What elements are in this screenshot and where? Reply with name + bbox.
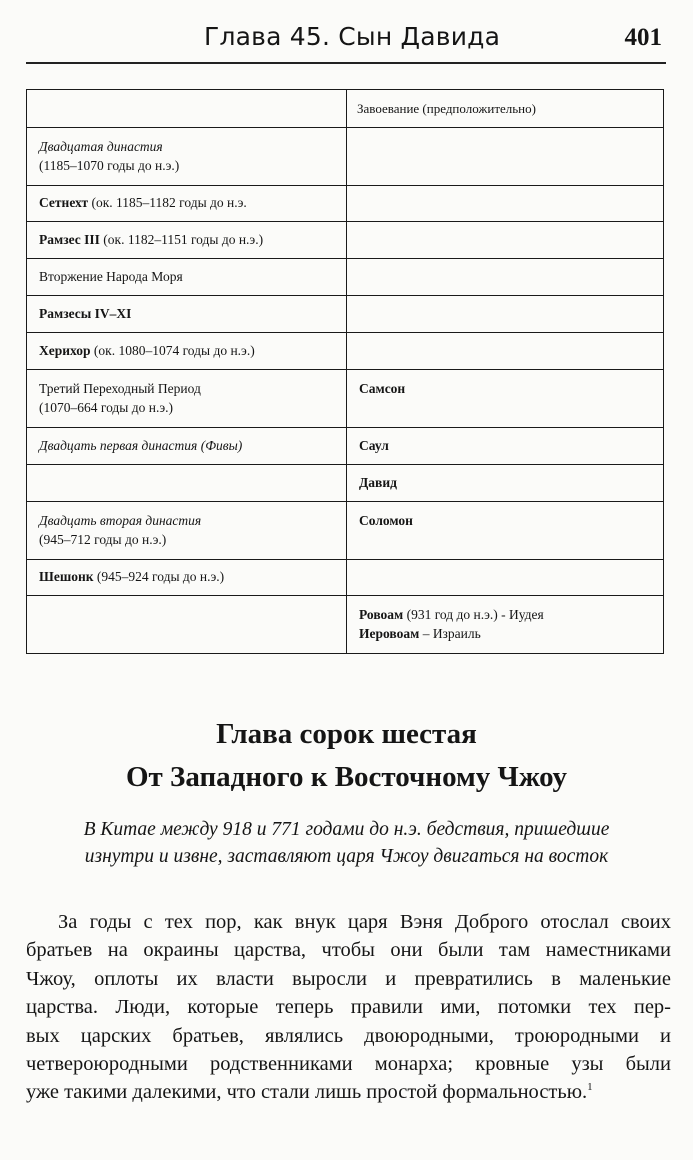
ruler-dates: (ок. 1185–1182 годы до н.э. — [88, 195, 247, 211]
chronology-table — [26, 89, 664, 654]
table-cell — [27, 296, 347, 333]
table-row — [27, 465, 664, 502]
table-cell — [27, 90, 347, 128]
ruler-name: Рамзес III — [39, 231, 100, 247]
table-cell — [27, 502, 347, 560]
dynasty-label: Двадцать первая династия (Фивы) — [39, 437, 243, 453]
running-header — [26, 22, 666, 64]
israel-ruler: Саул — [359, 437, 389, 453]
table-cell — [347, 296, 664, 333]
text-line: За годы с тех пор, как внук царя Вэня Доброго отослал своих — [58, 911, 671, 933]
date-range: (945–712 годы до н.э.) — [39, 531, 167, 547]
ruler-name: Херихор — [39, 342, 91, 358]
epigraph-line: В Китае между 918 и 771 годами до н.э. бедствия, пришедшие — [83, 819, 610, 840]
table-row — [27, 186, 664, 222]
ruler-dates: (ок. 1182–1151 годы до н.э.) — [99, 231, 264, 247]
table-cell — [347, 222, 664, 259]
text-line: царства. Люди, которые теперь правили ими, потомки тех пер- — [26, 996, 671, 1019]
date-range: (1070–664 годы до н.э.) — [39, 399, 174, 415]
table-cell — [347, 560, 664, 596]
table-cell — [347, 333, 664, 370]
table-cell — [27, 128, 347, 186]
text-line: Чжоу, оплоты их власти выросли и превратились в маленькие — [26, 967, 671, 990]
dynasty-label: Двадцать вторая династия — [39, 513, 202, 529]
table-cell — [347, 259, 664, 296]
ruler-name: Сетнехт — [39, 195, 89, 211]
table-cell — [347, 370, 664, 428]
table-cell — [347, 186, 664, 222]
ruler-dates: (945–924 годы до н.э.) — [93, 569, 225, 585]
text-line-content: уже такими далекими, что стали лишь простой формальностью. — [26, 1081, 588, 1104]
kingdom-note: (931 год до н.э.) - Иудея — [403, 607, 544, 623]
text-line: братьев на окраины царства, чтобы они были там наместниками — [26, 939, 671, 962]
israel-ruler: Соломон — [359, 513, 413, 528]
table-cell — [27, 370, 347, 428]
body-paragraph — [26, 908, 671, 1107]
table-column-header: Завоевание (предположительно) — [347, 90, 664, 128]
event-label: Вторжение Народа Моря — [39, 268, 183, 284]
table-cell — [347, 596, 664, 654]
table-row — [27, 222, 664, 259]
table-cell — [27, 428, 347, 465]
table-cell — [27, 222, 347, 259]
date-range: (1185–1070 годы до н.э.) — [39, 157, 180, 173]
epigraph-line: изнутри и извне, заставляют царя Чжоу двигаться на восток — [84, 846, 609, 867]
text-line: четвероюродными родственниками монарха; кровные узы были — [26, 1053, 671, 1076]
table-header-row — [27, 90, 664, 128]
running-title: Глава 45. Сын Давида — [204, 22, 501, 51]
table-cell — [27, 465, 347, 502]
israel-ruler: Ровоам — [359, 607, 404, 623]
table-row — [27, 128, 664, 186]
israel-ruler: Самсон — [359, 381, 406, 396]
table-cell — [27, 259, 347, 296]
period-label: Третий Переходный Период — [39, 381, 201, 397]
table-cell — [347, 428, 664, 465]
table-row — [27, 370, 664, 428]
kingdom-note: – Израиль — [419, 625, 481, 641]
ruler-name: Рамзесы IV–XI — [39, 305, 132, 321]
israel-ruler: Иеровоам — [359, 625, 420, 641]
israel-ruler: Давид — [359, 474, 397, 490]
table-cell — [347, 465, 664, 502]
table-row — [27, 259, 664, 296]
text-line — [26, 1078, 671, 1106]
table-cell — [27, 333, 347, 370]
ruler-dates: (ок. 1080–1074 годы до н.э.) — [90, 342, 255, 358]
dynasty-label: Двадцатая династия — [39, 139, 163, 155]
table-row — [27, 296, 664, 333]
table-row — [27, 333, 664, 370]
table-cell — [27, 560, 347, 596]
footnote-mark: 1 — [587, 1081, 593, 1094]
chapter-epigraph — [30, 816, 663, 870]
table-row — [27, 560, 664, 596]
chapter-number-heading: Глава сорок шестая — [216, 718, 477, 750]
chapter-title: От Западного к Восточному Чжоу — [125, 761, 568, 793]
table-cell — [347, 128, 664, 186]
table-cell — [27, 186, 347, 222]
table-row — [27, 502, 664, 560]
page-number: 401 — [624, 24, 662, 51]
table-row — [27, 428, 664, 465]
table-row — [27, 596, 664, 654]
table-cell — [347, 502, 664, 560]
ruler-name: Шешонк — [39, 569, 94, 585]
table-cell — [27, 596, 347, 654]
text-line: вых царских братьев, являлись двоюродными, троюродными и — [26, 1024, 671, 1047]
